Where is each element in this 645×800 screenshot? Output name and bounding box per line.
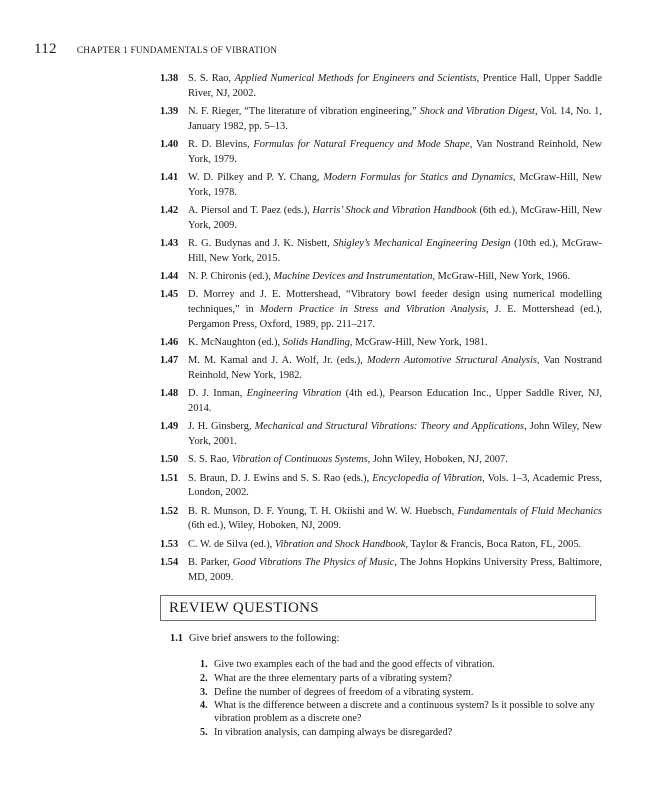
reference-text-part: D. Morrey and J. E. Mottershead, “Vibratory bowl feeder design using numerical modelling techniques,” in bbox=[188, 289, 602, 315]
reference-item bbox=[160, 336, 602, 351]
sub-question-text: Define the number of degrees of freedom of a vibrating system. bbox=[214, 686, 474, 698]
reference-item bbox=[160, 472, 602, 501]
reference-text bbox=[188, 270, 602, 285]
sub-question-list bbox=[200, 659, 602, 741]
reference-number: 1.42 bbox=[160, 205, 179, 216]
reference-item bbox=[160, 204, 602, 233]
reference-number: 1.39 bbox=[160, 106, 179, 117]
reference-number: 1.46 bbox=[160, 337, 179, 348]
reference-text-part: R. D. Blevins, bbox=[188, 139, 254, 150]
reference-number: 1.44 bbox=[160, 271, 179, 282]
reference-title-italic: Modern Formulas for Statics and Dynamics bbox=[323, 172, 513, 183]
reference-text-part: , McGraw-Hill, New York, 1966. bbox=[432, 271, 571, 282]
reference-text bbox=[188, 288, 602, 332]
review-questions-title: REVIEW QUESTIONS bbox=[169, 599, 319, 616]
reference-title-italic: Shigley’s Mechanical Engineering Design bbox=[333, 238, 511, 249]
reference-text-part: B. Parker, bbox=[188, 556, 233, 568]
reference-title-italic: Shock and Vibration Digest bbox=[419, 106, 535, 117]
reference-text-part: (4th ed.), Pearson Education Inc., Upper Saddle River, NJ, 2014. bbox=[188, 388, 602, 414]
sub-question bbox=[200, 673, 602, 686]
reference-title-italic: Applied Numerical Methods for Engineers and Scientists bbox=[234, 73, 477, 84]
reference-text-part: M. M. Kamal and J. A. Wolf, Jr. (eds.), bbox=[188, 355, 367, 367]
reference-text-part: , Vol. 14, No. 1, January 1982, pp. 5–13. bbox=[188, 106, 602, 132]
reference-text bbox=[188, 138, 602, 167]
reference-text-part: S. S. Rao, bbox=[188, 73, 235, 84]
reference-title-italic: Vibration and Shock Handbook bbox=[274, 538, 406, 550]
reference-title-italic: Harris’ Shock and Vibration Handbook bbox=[312, 205, 477, 216]
reference-text bbox=[188, 105, 602, 134]
reference-text bbox=[188, 171, 602, 200]
reference-number: 1.51 bbox=[160, 472, 179, 484]
reference-text-part: , Taylor & Francis, Boca Raton, FL, 2005. bbox=[405, 538, 582, 550]
reference-title-italic: Machine Devices and Instrumentation bbox=[273, 271, 433, 282]
reference-title-italic: Vibration of Continuous Systems bbox=[231, 454, 368, 466]
reference-text-part: C. W. de Silva (ed.), bbox=[188, 538, 275, 550]
reference-number: 1.48 bbox=[160, 388, 179, 400]
reference-item bbox=[160, 270, 602, 285]
reference-item bbox=[160, 538, 602, 553]
reference-item bbox=[160, 387, 602, 416]
sub-question-text: In vibration analysis, can damping always be disregarded? bbox=[214, 726, 453, 738]
reference-text-part: , J. E. Mottershead (ed.), Pergamon Press, Oxford, 1989, pp. 211–217. bbox=[188, 304, 603, 330]
reference-text-part: (10th ed.), McGraw-Hill, New York, 2015. bbox=[188, 238, 602, 264]
reference-text-part: K. McNaughton (ed.), bbox=[188, 337, 283, 348]
reference-title-italic: Fundamentals of Fluid Mechanics bbox=[457, 505, 602, 517]
sub-question-text: What are the three elementary parts of a vibrating system? bbox=[214, 672, 452, 684]
reference-text bbox=[188, 538, 602, 553]
reference-text bbox=[188, 556, 602, 585]
sub-question bbox=[200, 727, 602, 740]
reference-title-italic: Modern Practice in Stress and Vibration Analysis bbox=[259, 304, 486, 315]
reference-title-italic: Modern Automotive Structural Analysis bbox=[367, 355, 537, 367]
reference-number: 1.40 bbox=[160, 139, 179, 150]
reference-text-part: , McGraw-Hill, New York, 1978. bbox=[188, 172, 602, 198]
reference-item bbox=[160, 453, 602, 468]
reference-number: 1.43 bbox=[160, 238, 179, 249]
reference-text-part: , McGraw-Hill, New York, 1981. bbox=[349, 337, 488, 348]
reference-item bbox=[160, 237, 602, 266]
reference-title-italic: Formulas for Natural Frequency and Mode Shape bbox=[253, 139, 470, 150]
reference-title-italic: Good Vibrations The Physics of Music bbox=[232, 556, 395, 568]
reference-text-part: , John Wiley, Hoboken, NJ, 2007. bbox=[367, 454, 508, 466]
reference-text-part: , Van Nostrand Reinhold, New York, 1982. bbox=[188, 355, 602, 381]
reference-text-part: S. S. Rao, bbox=[188, 454, 232, 466]
question-intro-text: Give brief answers to the following: bbox=[189, 633, 340, 644]
reference-text-part: (6th ed.), McGraw-Hill, New York, 2009. bbox=[188, 205, 602, 231]
question-intro bbox=[170, 632, 339, 646]
reference-text bbox=[188, 453, 602, 468]
sub-question-number: 3. bbox=[200, 686, 208, 698]
sub-question bbox=[200, 659, 602, 672]
reference-text-part: , Vols. 1–3, Academic Press, London, 2002. bbox=[188, 472, 602, 499]
reference-text-part: N. P. Chironis (ed.), bbox=[188, 271, 274, 282]
reference-text-part: , John Wiley, New York, 2001. bbox=[188, 421, 602, 447]
reference-text bbox=[188, 387, 602, 416]
reference-text bbox=[188, 420, 602, 449]
sub-question-number: 2. bbox=[200, 672, 208, 684]
reference-text bbox=[188, 472, 602, 501]
reference-text-part: W. D. Pilkey and P. Y. Chang, bbox=[188, 172, 324, 183]
reference-title-italic: Encyclopedia of Vibration bbox=[372, 472, 483, 484]
sub-question-number: 4. bbox=[200, 700, 208, 712]
reference-text-part: (6th ed.), Wiley, Hoboken, NJ, 2009. bbox=[188, 520, 342, 532]
reference-item bbox=[160, 105, 602, 134]
reference-text bbox=[188, 354, 602, 383]
reference-text bbox=[188, 505, 602, 534]
reference-text bbox=[188, 336, 602, 351]
reference-text-part: , Prentice Hall, Upper Saddle River, NJ, 2002. bbox=[188, 73, 603, 99]
reference-text-part: S. Braun, D. J. Ewins and S. S. Rao (eds.), bbox=[188, 472, 373, 484]
reference-text bbox=[188, 237, 602, 266]
reference-text-part: N. F. Rieger, “The literature of vibration engineering,” bbox=[188, 106, 420, 117]
reference-text-part: , The Johns Hopkins University Press, Baltimore, MD, 2009. bbox=[188, 556, 603, 583]
sub-question bbox=[200, 687, 602, 700]
reference-text-part: J. H. Ginsberg, bbox=[188, 421, 255, 433]
sub-question-number: 5. bbox=[200, 726, 208, 738]
review-questions-heading-box bbox=[160, 595, 596, 621]
running-header bbox=[34, 41, 277, 58]
reference-text bbox=[188, 72, 602, 101]
reference-title-italic: Mechanical and Structural Vibrations: Theory and Applications bbox=[254, 421, 525, 433]
reference-text-part: B. R. Munson, D. F. Young, T. H. Okiishi and W. W. Huebsch, bbox=[188, 505, 458, 517]
reference-title-italic: Engineering Vibration bbox=[246, 388, 342, 400]
reference-number: 1.38 bbox=[160, 73, 179, 84]
chapter-title: CHAPTER 1 FUNDAMENTALS OF VIBRATION bbox=[76, 46, 278, 56]
reference-text-part: R. G. Budynas and J. K. Nisbett, bbox=[188, 238, 334, 249]
reference-item bbox=[160, 138, 602, 167]
sub-question-text: What is the difference between a discrete and a continuous system? Is it possible to solve any vibration problem as a discrete one? bbox=[214, 700, 595, 724]
reference-item bbox=[160, 288, 602, 332]
reference-number: 1.41 bbox=[160, 172, 179, 183]
reference-number: 1.45 bbox=[160, 289, 179, 301]
reference-item bbox=[160, 556, 602, 585]
reference-text-part: , Van Nostrand Reinhold, New York, 1979. bbox=[188, 139, 602, 165]
reference-number: 1.54 bbox=[160, 556, 179, 568]
reference-text-part: A. Piersol and T. Paez (eds.), bbox=[188, 205, 313, 216]
reference-text bbox=[188, 204, 602, 233]
reference-title-italic: Solids Handling bbox=[282, 337, 350, 348]
sub-question bbox=[200, 700, 602, 725]
question-number: 1.1 bbox=[170, 633, 183, 644]
reference-item bbox=[160, 420, 602, 449]
reference-number: 1.49 bbox=[160, 421, 179, 433]
reference-list bbox=[160, 72, 602, 589]
sub-question-number: 1. bbox=[200, 659, 208, 670]
reference-text-part: D. J. Inman, bbox=[188, 388, 247, 400]
reference-item bbox=[160, 354, 602, 383]
sub-question-text: Give two examples each of the bad and the good effects of vibration. bbox=[214, 659, 495, 670]
reference-number: 1.52 bbox=[160, 505, 179, 517]
reference-item bbox=[160, 505, 602, 534]
reference-number: 1.50 bbox=[160, 454, 179, 466]
reference-number: 1.53 bbox=[160, 538, 179, 550]
reference-item bbox=[160, 171, 602, 200]
page-number: 112 bbox=[34, 41, 57, 57]
reference-item bbox=[160, 72, 602, 101]
reference-number: 1.47 bbox=[160, 355, 179, 367]
